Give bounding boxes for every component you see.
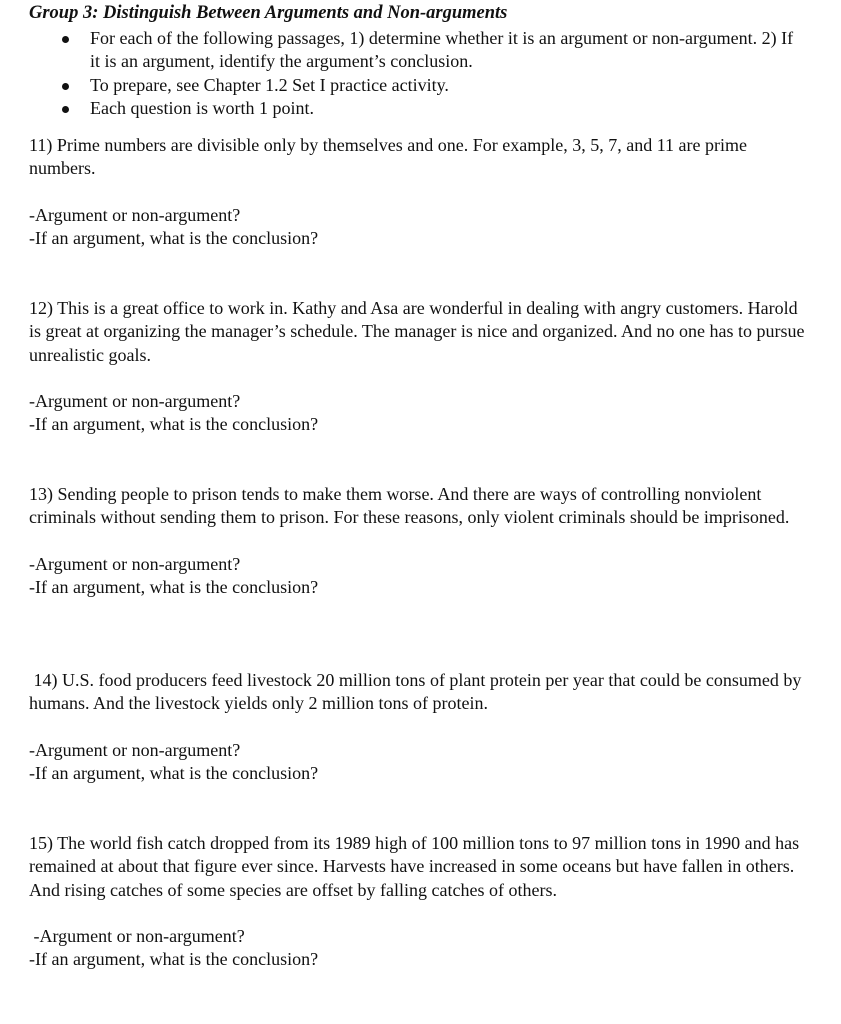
question-text: 14) U.S. food producers feed livestock 20 million tons of plant protein per year that could be consumed by humans. And the livestock yields only 2 million tons of protein.: [29, 670, 806, 714]
instruction-item: [0, 74, 800, 97]
question-prompts: [29, 204, 809, 251]
question-prompts: [29, 925, 809, 972]
conclusion-prompt: -If an argument, what is the conclusion?: [29, 576, 319, 597]
argument-prompt: -Argument or non-argument?: [29, 390, 241, 411]
question-prompts: [29, 739, 809, 786]
question-text: 15) The world fish catch dropped from its 1989 high of 100 million tons to 97 million tons in 1990 and has remained at about that figure ever since. Harvests have increased in some oceans but have fallen in others. And rising catches of some species are offset by falling catches of others.: [29, 833, 800, 900]
instruction-text: For each of the following passages, 1) determine whether it is an argument or non-argument. 2) If it is an argument, identify the argument’s conclusion.: [90, 28, 794, 72]
argument-prompt: -Argument or non-argument?: [29, 739, 241, 760]
conclusion-prompt: -If an argument, what is the conclusion?: [29, 227, 319, 248]
instruction-list: [0, 27, 800, 120]
conclusion-prompt: -If an argument, what is the conclusion?: [29, 762, 319, 783]
question-prompts: [29, 553, 809, 600]
argument-prompt: -Argument or non-argument?: [29, 204, 241, 225]
question-13: [29, 483, 809, 599]
instruction-text: To prepare, see Chapter 1.2 Set I practice activity.: [90, 74, 449, 95]
question-text: 11) Prime numbers are divisible only by themselves and one. For example, 3, 5, 7, and 11 are prime numbers.: [29, 135, 747, 179]
question-15: [29, 832, 809, 971]
question-text: 12) This is a great office to work in. Kathy and Asa are wonderful in dealing with angry customers. Harold is great at organizing the manager’s schedule. The manager is nice and organized. And no one has to pursue unrealistic goals.: [29, 298, 805, 365]
argument-prompt: -Argument or non-argument?: [29, 553, 241, 574]
bullet-icon: [62, 83, 69, 90]
question-14: [29, 669, 809, 785]
question-text: 13) Sending people to prison tends to make them worse. And there are ways of controlling nonviolent criminals without sending them to prison. For these reasons, only violent criminals should be imprisoned.: [29, 484, 790, 528]
instruction-item: [0, 97, 800, 120]
bullet-icon: [62, 36, 69, 43]
question-prompts: [29, 390, 809, 437]
conclusion-prompt: -If an argument, what is the conclusion?: [29, 949, 319, 970]
conclusion-prompt: -If an argument, what is the conclusion?: [29, 414, 319, 435]
bullet-icon: [62, 106, 69, 113]
instruction-item: [0, 27, 800, 74]
question-12: [29, 297, 809, 436]
question-11: [29, 134, 809, 250]
instruction-text: Each question is worth 1 point.: [90, 97, 314, 118]
argument-prompt: -Argument or non-argument?: [29, 925, 245, 946]
section-heading: Group 3: Distinguish Between Arguments and Non-arguments: [29, 3, 508, 23]
